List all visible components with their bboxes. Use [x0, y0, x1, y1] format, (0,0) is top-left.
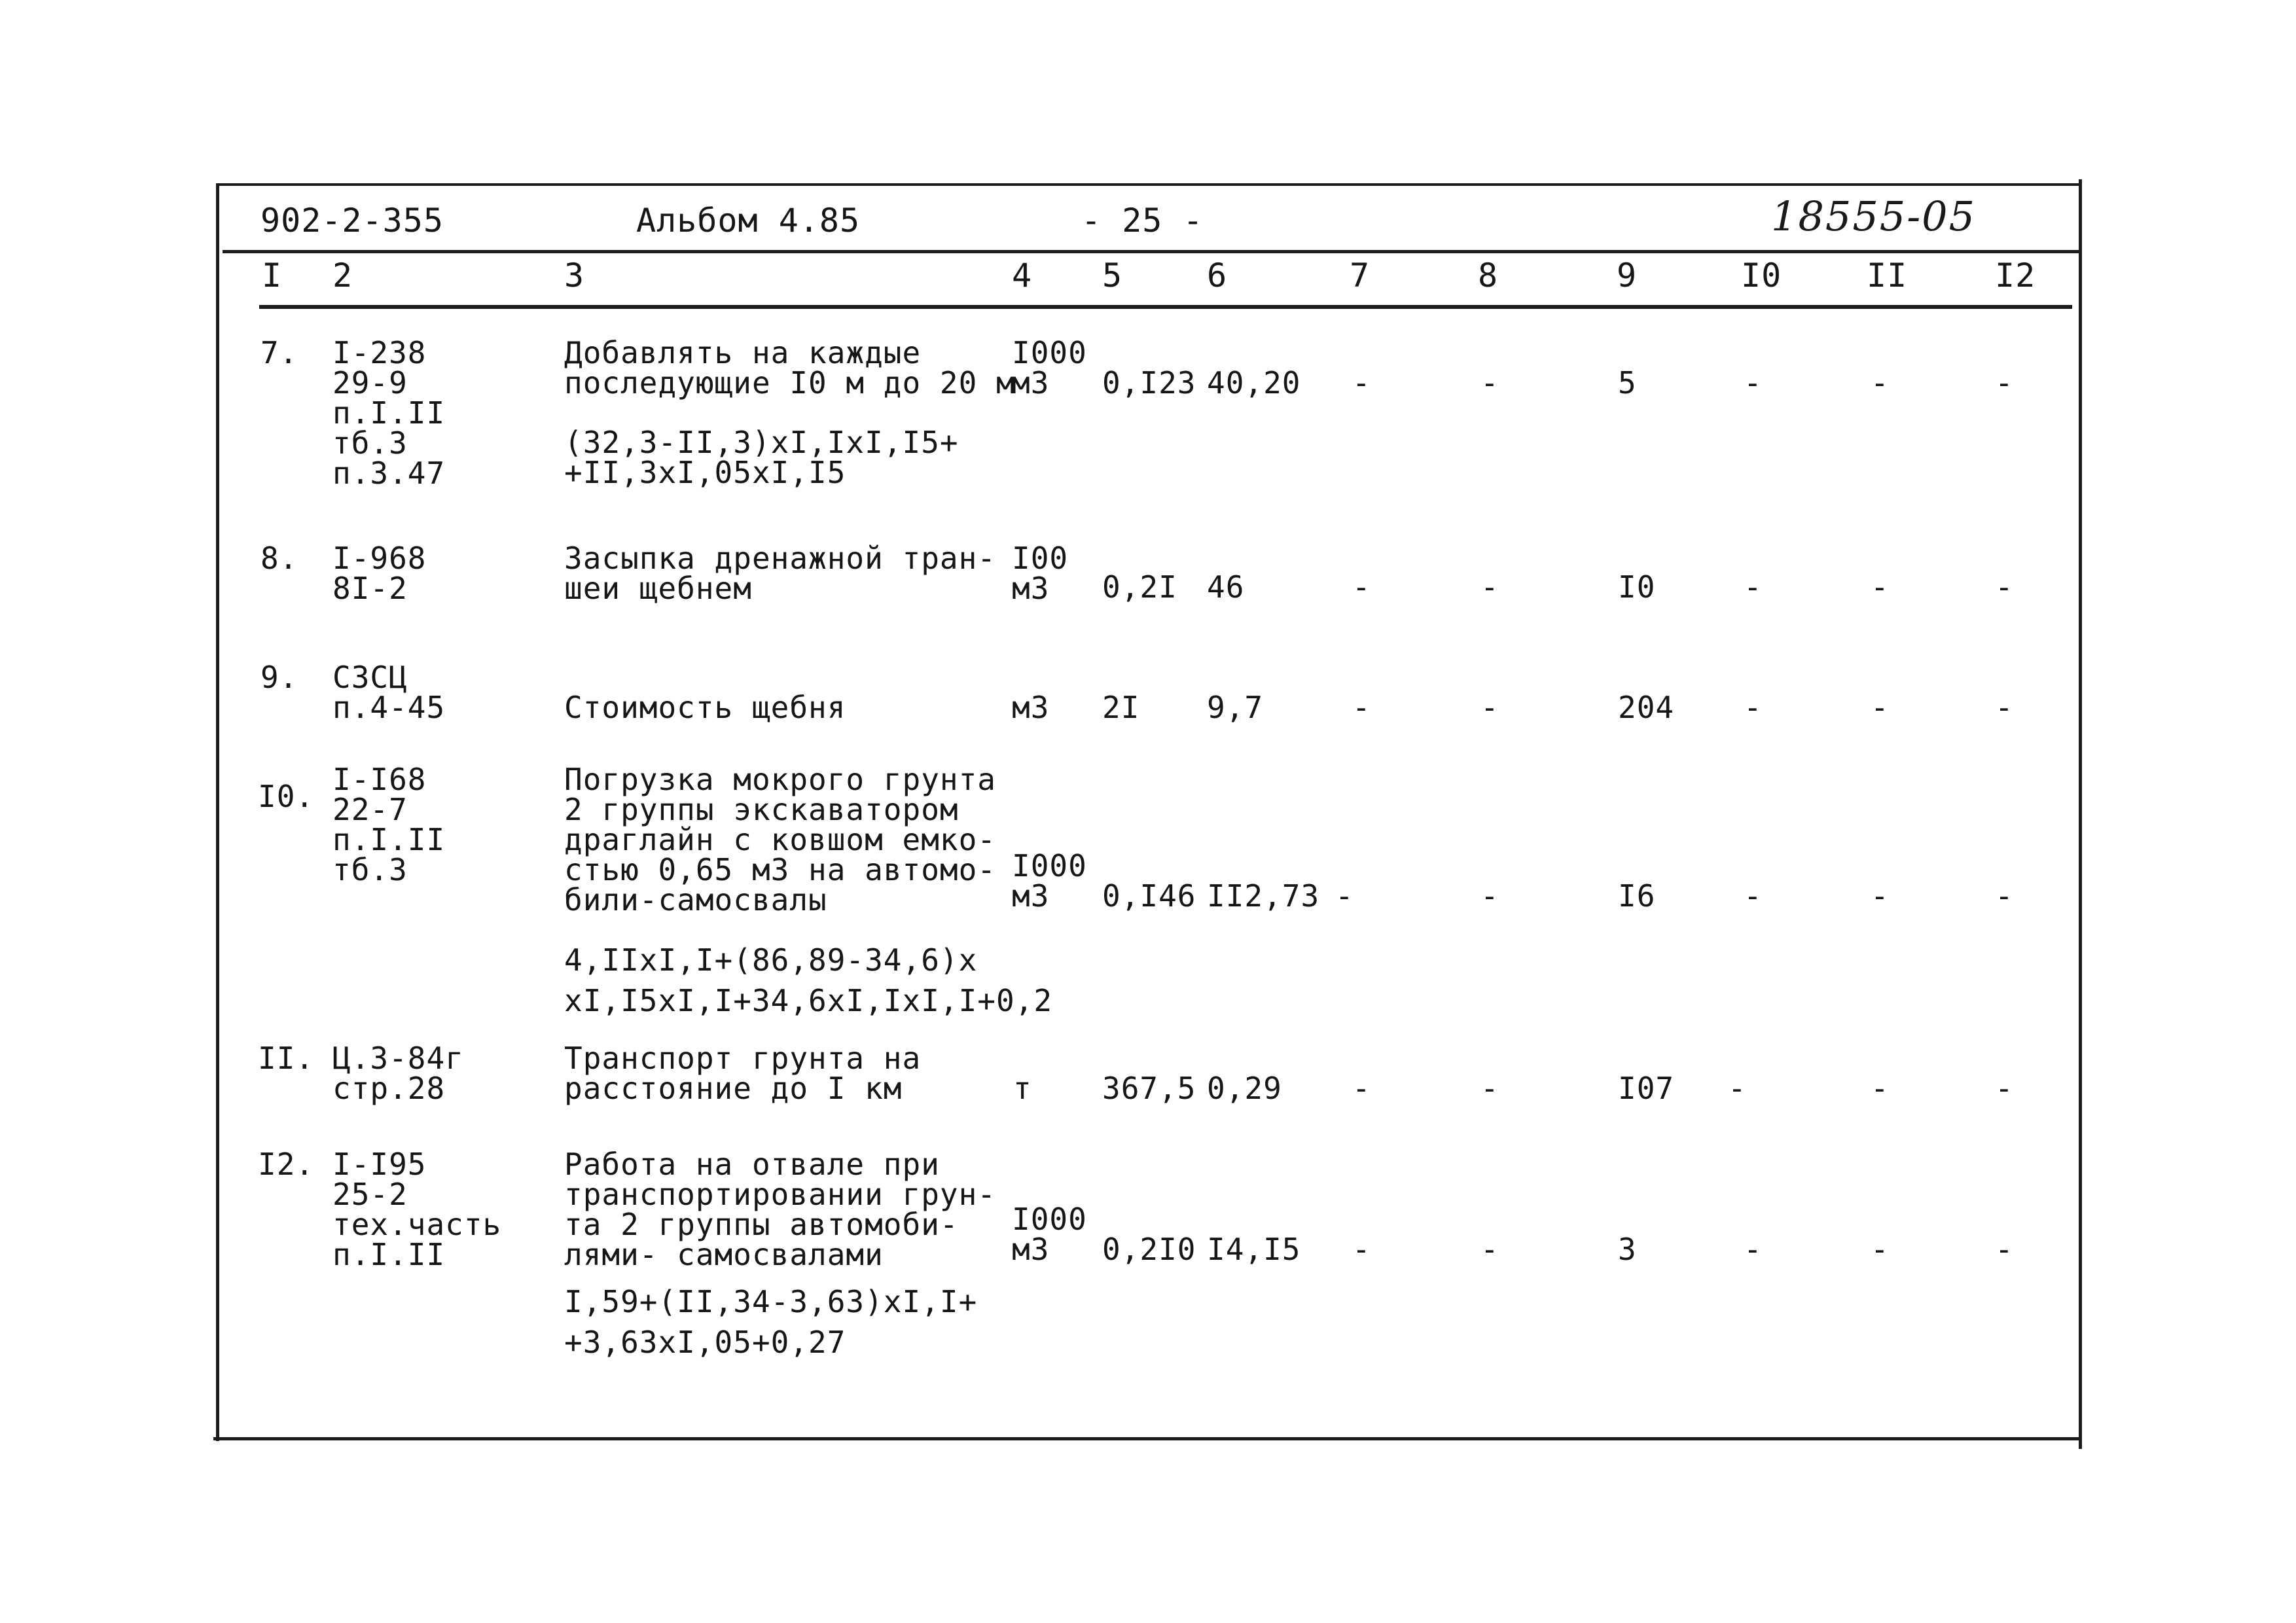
cell-col11: - [1871, 1071, 1890, 1106]
col-header-7: 7 [1350, 257, 1371, 294]
cell-col11: - [1871, 569, 1890, 605]
row-number: I2. [258, 1147, 315, 1182]
row-formula: 4,IIxI,I+(86,89-34,6)x xI,I5xI,I+34,6xI,IxI,I+0,2 [564, 942, 1053, 1018]
header-rule [223, 250, 2079, 253]
cell-col8: - [1480, 1232, 1499, 1267]
cell-col9: I6 [1618, 878, 1656, 914]
row-reference: Ц.3-84г стр.28 [332, 1041, 464, 1106]
row-description: Стоимость щебня [564, 690, 846, 725]
frame-left-border [216, 185, 219, 1441]
cell-col9: 204 [1618, 690, 1675, 725]
cell-col12: - [1995, 1071, 2014, 1106]
row-reference: I-I68 22-7 п.I.II тб.3 [332, 762, 446, 887]
cell-col10: - [1744, 1232, 1763, 1267]
row-description: Транспорт грунта на расстояние до I км [564, 1041, 922, 1106]
cell-col6: I4,I5 [1207, 1232, 1301, 1267]
cell-col5: 0,2I [1102, 569, 1177, 605]
row-reference: I-968 8I-2 [332, 541, 427, 606]
row-unit: I000 м3 [1012, 1202, 1087, 1267]
cell-col11: - [1871, 690, 1890, 725]
row-number: II. [258, 1041, 315, 1076]
cell-col12: - [1995, 878, 2014, 914]
cell-col5: 367,5 [1102, 1071, 1196, 1106]
row-description: Засыпка дренажной тран- шеи щебнем [564, 541, 996, 606]
col-header-3: 3 [564, 257, 585, 294]
cell-col9: I0 [1618, 569, 1656, 605]
doc-code: 902-2-355 [260, 202, 444, 240]
cell-col8: - [1480, 690, 1499, 725]
cell-col6: 0,29 [1207, 1071, 1282, 1106]
cell-col9: 5 [1618, 365, 1637, 401]
cell-col7: - [1352, 1071, 1371, 1106]
cell-col6: II2,73 [1207, 878, 1320, 914]
cell-col5: 0,I23 [1102, 365, 1196, 401]
row-description: Добавлять на каждые последующие I0 м до 20 м [564, 335, 1015, 401]
row-number: I0. [258, 779, 315, 814]
cell-col7: - [1352, 569, 1371, 605]
col-header-1: I [262, 257, 283, 294]
cell-col8: - [1480, 365, 1499, 401]
page-number: - 25 - [1081, 202, 1204, 240]
row-unit: м3 [1012, 690, 1050, 725]
row-unit: т [1013, 1071, 1032, 1106]
album-label: Альбом 4.85 [636, 202, 861, 240]
cell-col12: - [1995, 569, 2014, 605]
handwritten-number: 18555-05 [1771, 192, 1977, 240]
cell-col12: - [1995, 690, 2014, 725]
cell-col7: - [1335, 878, 1354, 914]
row-number: 9. [260, 660, 298, 695]
cell-col5: 0,I46 [1102, 878, 1196, 914]
cell-col7: - [1352, 1232, 1371, 1267]
row-number: 8. [260, 541, 298, 576]
cell-col7: - [1352, 690, 1371, 725]
cell-col10: - [1744, 690, 1763, 725]
cell-col6: 9,7 [1207, 690, 1264, 725]
frame-top-border [216, 183, 2081, 186]
cell-col7: - [1352, 365, 1371, 401]
cell-col9: 3 [1618, 1232, 1637, 1267]
frame-bottom-border [213, 1437, 2080, 1440]
cell-col8: - [1480, 569, 1499, 605]
row-reference: I-238 29-9 п.I.II тб.3 п.3.47 [332, 335, 446, 491]
cell-col10: - [1744, 878, 1763, 914]
col-header-11: II [1867, 257, 1908, 294]
cell-col10: - [1744, 569, 1763, 605]
row-reference: I-I95 25-2 тех.часть п.I.II [332, 1147, 502, 1272]
row-formula: (32,3-II,3)xI,IxI,I5+ +II,3xI,05xI,I5 [564, 425, 959, 490]
col-header-8: 8 [1478, 257, 1499, 294]
cell-col9: I07 [1618, 1071, 1675, 1106]
frame-right-border [2079, 179, 2082, 1449]
cell-col6: 40,20 [1207, 365, 1301, 401]
row-unit: I000 м3 [1012, 848, 1087, 914]
col-header-9: 9 [1617, 257, 1638, 294]
cell-col8: - [1480, 878, 1499, 914]
col-header-2: 2 [332, 257, 353, 294]
row-reference: СЗСЦ п.4-45 [332, 660, 446, 725]
col-header-6: 6 [1207, 257, 1228, 294]
col-header-12: I2 [1995, 257, 2036, 294]
col-header-10: I0 [1741, 257, 1782, 294]
row-unit: I000 м3 [1012, 335, 1087, 401]
cell-col6: 46 [1207, 569, 1245, 605]
row-formula: I,59+(II,34-3,63)xI,I+ +3,63xI,05+0,27 [564, 1284, 978, 1360]
col-header-5: 5 [1102, 257, 1123, 294]
col-header-4: 4 [1012, 257, 1033, 294]
row-description: Погрузка мокрого грунта 2 группы экскаватором драглайн с ковшом емко- стью 0,65 м3 на автомо- били-самосвалы [564, 762, 996, 918]
cell-col12: - [1995, 1232, 2014, 1267]
row-description: Работа на отвале при транспортировании грун- та 2 группы автомоби- лями- самосвалами [564, 1147, 996, 1272]
cell-col10: - [1728, 1071, 1747, 1106]
cell-col10: - [1744, 365, 1763, 401]
row-unit: I00 м3 [1012, 541, 1069, 606]
row-number: 7. [260, 335, 298, 370]
cell-col11: - [1871, 1232, 1890, 1267]
cell-col5: 0,2I0 [1102, 1232, 1196, 1267]
cell-col11: - [1871, 365, 1890, 401]
cell-col12: - [1995, 365, 2014, 401]
column-header-rule [259, 305, 2072, 309]
cell-col5: 2I [1102, 690, 1140, 725]
cell-col8: - [1480, 1071, 1499, 1106]
cell-col11: - [1871, 878, 1890, 914]
